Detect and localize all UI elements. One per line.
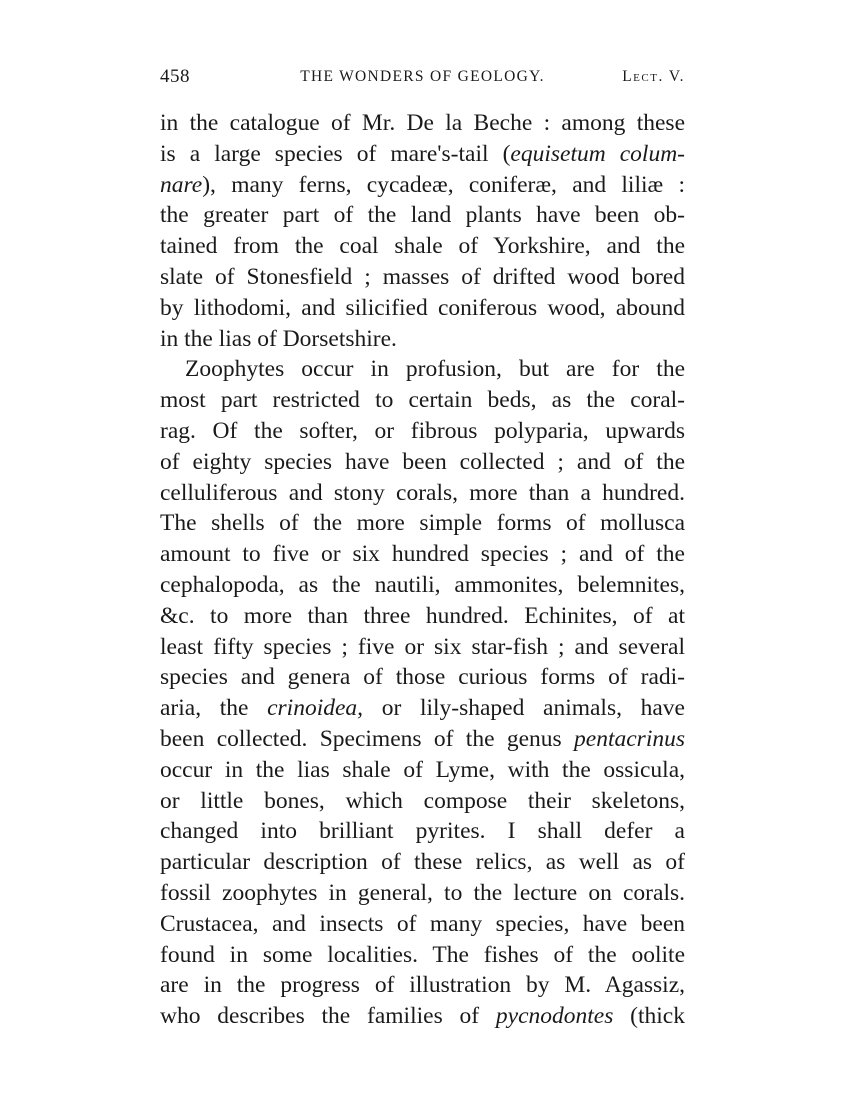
text-line: who describes the families of pycnodontes (thick xyxy=(160,1003,685,1030)
text-line: of eighty species have been collected ; and of the xyxy=(160,448,685,475)
text-line: aria, the crinoidea, or lily-shaped animals, have xyxy=(160,695,685,722)
text-line: particular description of these relics, as well as of xyxy=(160,849,685,876)
text-line: species and genera of those curious forms of radi- xyxy=(160,664,685,691)
text-line: the greater part of the land plants have been ob- xyxy=(160,202,685,229)
body-text xyxy=(160,108,685,1032)
page-number: 458 xyxy=(160,66,190,87)
text-line: rag. Of the softer, or fibrous polyparia, upwards xyxy=(160,417,685,444)
italic-term: pycnodontes xyxy=(495,1003,614,1030)
text-line: changed into brilliant pyrites. I shall defer a xyxy=(160,818,685,845)
text-line: amount to five or six hundred species ; and of the xyxy=(160,541,685,568)
italic-term: nare xyxy=(160,171,203,198)
text-line: occur in the lias shale of Lyme, with the ossicula, xyxy=(160,756,685,783)
text-line: fossil zoophytes in general, to the lecture on corals. xyxy=(160,879,685,906)
text-line: &c. to more than three hundred. Echinites, of at xyxy=(160,602,685,629)
text-line: in the catalogue of Mr. De la Beche : among these xyxy=(160,110,685,136)
text-line: The shells of the more simple forms of mollusca xyxy=(160,510,685,537)
lecture-reference: Lect. V. xyxy=(622,68,685,85)
text-line: cephalopoda, as the nautili, ammonites, belemnites, xyxy=(160,571,685,598)
text-line: celluliferous and stony corals, more than a hundred. xyxy=(160,479,685,506)
text-line: nare), many ferns, cycadeæ, coniferæ, and liliæ : xyxy=(160,171,685,198)
text-line: Zoophytes occur in profusion, but are for the xyxy=(185,356,685,383)
text-line: been collected. Specimens of the genus pentacrinus xyxy=(160,725,685,752)
italic-term: crinoidea, xyxy=(267,695,364,722)
text-line: by lithodomi, and silicified coniferous wood, abound xyxy=(160,294,685,321)
running-title: THE WONDERS OF GEOLOGY. xyxy=(300,68,545,85)
text-line: is a large species of mare's-tail (equisetum colum- xyxy=(160,140,685,167)
running-header xyxy=(160,66,685,94)
text-line: are in the progress of illustration by M. Agassiz, xyxy=(160,972,685,999)
text-line: tained from the coal shale of Yorkshire, and the xyxy=(160,233,685,260)
text-line: most part restricted to certain beds, as the coral- xyxy=(160,387,685,414)
text-line: found in some localities. The fishes of the oolite xyxy=(160,941,685,968)
italic-term: equisetum colum- xyxy=(510,140,685,167)
text-line: or little bones, which compose their skeletons, xyxy=(160,787,685,814)
text-line: least fifty species ; five or six star-fish ; and several xyxy=(160,633,685,660)
text-line: Crustacea, and insects of many species, have been xyxy=(160,910,685,937)
text-line: slate of Stonesfield ; masses of drifted wood bored xyxy=(160,263,685,290)
text-line: in the lias of Dorsetshire. xyxy=(160,325,397,352)
italic-term: pentacrinus xyxy=(574,725,685,752)
